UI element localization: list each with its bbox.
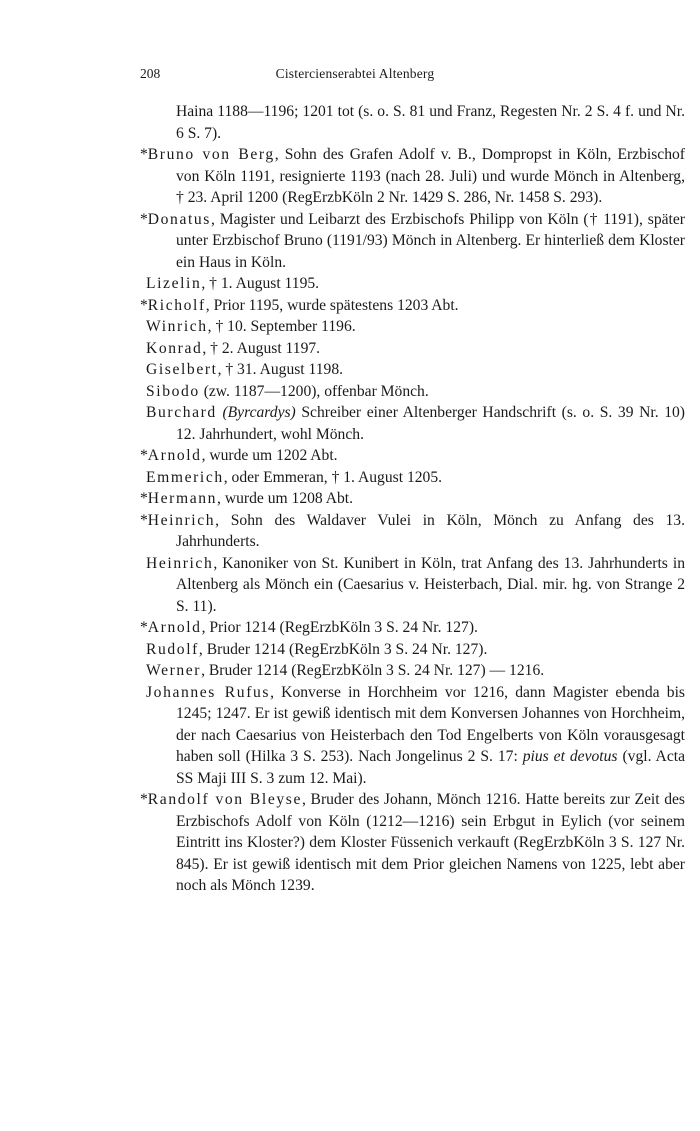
list-item xyxy=(140,273,685,295)
entry-text: , Kanoniker von St. Kunibert in Köln, trat Anfang des 13. Jahrhunderts in Altenberg als Mönch ein (Caesarius v. Heisterbach, Dial. mir. hg. von Strange 2 S. 11). xyxy=(176,554,685,615)
entry-name: Burchard xyxy=(146,404,217,421)
entry-text: Haina 1188—1196; 1201 tot (s. o. S. 81 und Franz, Regesten Nr. 2 S. 4 f. und Nr. 6 S. 7). xyxy=(176,103,685,142)
entry-italic: pius et devotus xyxy=(522,748,618,765)
entry-name: Emmerich xyxy=(146,468,224,486)
running-title: Cistercienserabtei Altenberg xyxy=(275,66,435,81)
entry-name: Johannes Rufus xyxy=(146,683,271,701)
entry-text: , † 1. August 1195. xyxy=(201,275,320,292)
list-item xyxy=(140,295,685,317)
entry-text: , † 10. September 1196. xyxy=(207,318,356,335)
entry-name: Werner xyxy=(146,662,202,679)
list-item xyxy=(140,510,685,553)
list-item xyxy=(140,682,685,790)
entry-name: Konrad xyxy=(146,339,203,357)
entry-text: , † 31. August 1198. xyxy=(217,361,344,378)
entry-text: Schreiber einer Altenberger Handschrift (s. o. S. 39 Nr. 10) 12. Jahrhundert, wohl Mönch. xyxy=(176,404,685,443)
list-item xyxy=(140,660,685,682)
page-header xyxy=(140,66,570,86)
entry-italic: (Byrcardys) xyxy=(222,404,296,421)
list-item xyxy=(140,338,685,360)
list-item xyxy=(140,639,685,661)
entry-text: , Prior 1195, wurde spätestens 1203 Abt. xyxy=(205,296,459,314)
entry-text: , Sohn des Grafen Adolf v. B., Dompropst in Köln, Erzbischof von Köln 1191, resignierte 1193 (nach 28. Juli) und wurde Mönch in Altenberg, † 23. April 1200 (RegErzbKöln 2 Nr. 1429 S. 286, Nr. 1458 S. 293). xyxy=(176,146,685,206)
list-item xyxy=(140,789,685,897)
entry-text: , Sohn des Waldaver Vulei in Köln, Mönch zu Anfang des 13. Jahrhunderts. xyxy=(176,511,685,550)
list-item xyxy=(140,381,685,403)
entry-name: Donatus xyxy=(147,210,211,228)
list-item xyxy=(140,209,685,274)
entry-name: Heinrich xyxy=(147,511,216,529)
entry-star: * xyxy=(140,210,148,228)
entry-text: , † 2. August 1197. xyxy=(202,339,321,357)
list-item xyxy=(140,402,685,445)
entry-name: Giselbert xyxy=(146,361,218,378)
entry-star: * xyxy=(140,447,148,464)
entry-text: , Bruder 1214 (RegErzbKöln 3 S. 24 Nr. 127). xyxy=(198,640,488,658)
entry-text: , wurde um 1208 Abt. xyxy=(217,490,354,507)
entry-text-after: (vgl. Acta SS Maji III S. 3 zum 12. Mai). xyxy=(176,748,685,787)
entry-star: * xyxy=(140,296,148,314)
entry-name: Richolf xyxy=(147,296,206,314)
entry-name: Winrich xyxy=(146,318,208,335)
entry-text: , Magister und Leibarzt des Erzbischofs Philipp von Köln († 1191), später unter Erzbischof Bruno (1191/93) Mönch in Altenberg. Er hinterließ dem Kloster ein Haus in Köln. xyxy=(176,210,685,271)
entry-name: Sibodo xyxy=(146,382,200,400)
entry-text: , Bruder des Johann, Mönch 1216. Hatte bereits zur Zeit des Erzbischofs Adolf von Köln (1212—1216) sein Erbgut in Eylich (vor seinem Eintritt ins Kloster?) dem Kloster Füssenich verkauft (RegErzbKöln 3 S. 127 Nr. 845). Er ist gewiß identisch mit dem Prior gleichen Namens von 1225, lebt aber noch als Mönch 1239. xyxy=(176,791,686,894)
entry-name: Bruno von Berg xyxy=(147,146,275,163)
entry-name: Arnold xyxy=(147,447,202,464)
list-item xyxy=(140,467,685,489)
entry-name: Lizelin xyxy=(146,275,202,292)
entry-text: , wurde um 1202 Abt. xyxy=(201,447,338,464)
entry-text: , Prior 1214 (RegErzbKöln 3 S. 24 Nr. 127). xyxy=(201,619,478,636)
list-item xyxy=(140,488,685,510)
list-item xyxy=(140,316,685,338)
entry-star: * xyxy=(140,490,148,507)
entry-name: Heinrich xyxy=(146,554,214,572)
entry-star: * xyxy=(140,619,148,636)
list-item xyxy=(140,553,685,618)
list-item xyxy=(140,359,685,381)
entry-name: Randolf von Bleyse xyxy=(147,791,302,808)
entry-star: * xyxy=(140,146,148,163)
entry-text: (zw. 1187—1200), offenbar Mönch. xyxy=(199,382,429,400)
list-item xyxy=(140,101,685,144)
list-item xyxy=(140,144,685,209)
entry-star: * xyxy=(140,791,148,808)
entry-text: , oder Emmeran, † 1. August 1205. xyxy=(223,468,443,486)
list-item xyxy=(140,445,685,467)
entry-list xyxy=(140,101,685,897)
page-number: 208 xyxy=(140,66,161,81)
entry-text: , Konverse in Horchheim vor 1216, dann Magister ebenda bis 1245; 1247. Er ist gewiß identisch mit dem Konversen Johannes von Horchheim, der nach Caesarius von Heisterbach den Tod Engelberts von Köln vorausgesagt haben soll (Hilka 3 S. 253). Nach Jongelinus 2 S. 17: xyxy=(176,683,685,765)
list-item xyxy=(140,617,685,639)
entry-star: * xyxy=(140,511,148,529)
entry-name: Rudolf xyxy=(146,640,199,658)
entry-name: Arnold xyxy=(147,619,202,636)
entry-name: Hermann xyxy=(147,490,218,507)
entry-text: , Bruder 1214 (RegErzbKöln 3 S. 24 Nr. 127) — 1216. xyxy=(201,662,545,679)
